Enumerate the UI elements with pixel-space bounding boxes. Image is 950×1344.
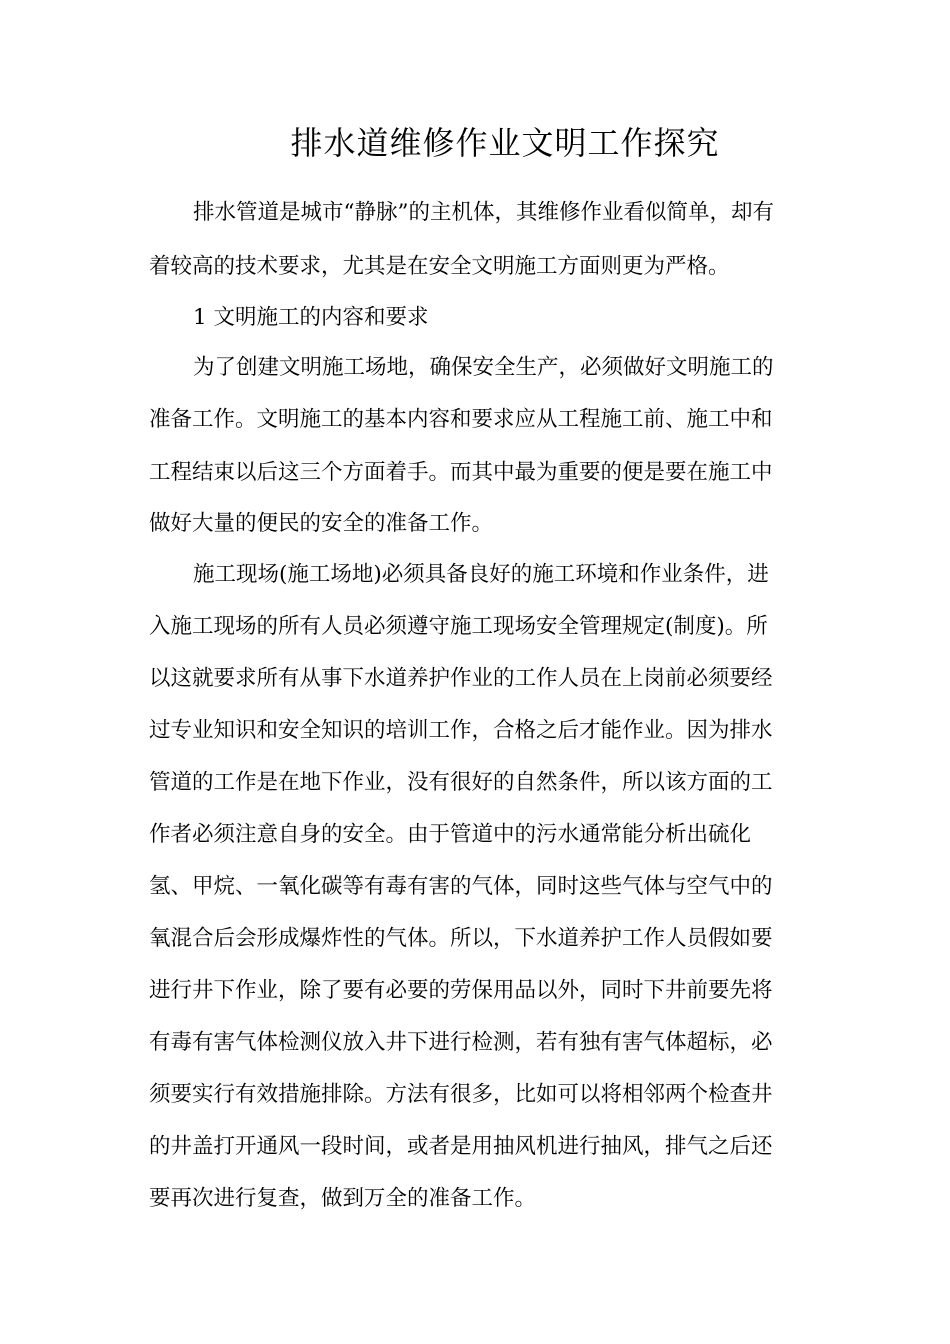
paragraph-line: 进行井下作业，除了要有必要的劳保用品以外，同时下井前要先将	[149, 978, 773, 1003]
paragraph-line: 的井盖打开通风一段时间，或者是用抽风机进行抽风，排气之后还	[149, 1134, 773, 1159]
paragraph-line: 作者必须注意自身的安全。由于管道中的污水通常能分析出硫化	[149, 822, 752, 847]
paragraph-line: 要再次进行复查，做到万全的准备工作。	[149, 1186, 537, 1211]
section-heading: 1 文明施工的内容和要求	[193, 305, 429, 330]
paragraph-line: 过专业知识和安全知识的培训工作，合格之后才能作业。因为排水	[149, 718, 773, 743]
paragraph-line: 施工现场(施工场地)必须具备良好的施工环境和作业条件，进	[193, 562, 769, 587]
document-title: 排水道维修作业文明工作探究	[290, 124, 720, 162]
paragraph-line: 氢、甲烷、一氧化碳等有毒有害的气体，同时这些气体与空气中的	[149, 874, 773, 899]
paragraph-line: 做好大量的便民的安全的准备工作。	[149, 511, 494, 536]
paragraph-line: 须要实行有效措施排除。方法有很多，比如可以将相邻两个检查井	[149, 1082, 773, 1107]
paragraph-line: 入施工现场的所有人员必须遵守施工现场安全管理规定(制度)。所	[149, 614, 768, 639]
paragraph-line: 准备工作。文明施工的基本内容和要求应从工程施工前、施工中和	[149, 407, 773, 432]
paragraph-line: 为了创建文明施工场地，确保安全生产，必须做好文明施工的	[193, 355, 774, 380]
paragraph-line: 着较高的技术要求，尤其是在安全文明施工方面则更为严格。	[149, 254, 730, 279]
paragraph-line: 工程结束以后这三个方面着手。而其中最为重要的便是要在施工中	[149, 460, 773, 485]
paragraph-line: 有毒有害气体检测仪放入井下进行检测，若有独有害气体超标，必	[149, 1030, 773, 1055]
paragraph-line: 管道的工作是在地下作业，没有很好的自然条件，所以该方面的工	[149, 770, 773, 795]
paragraph-line: 以这就要求所有从事下水道养护作业的工作人员在上岗前必须要经	[149, 666, 773, 691]
paragraph-line: 排水管道是城市“静脉”的主机体，其维修作业看似简单，却有	[193, 200, 774, 225]
paragraph-line: 氧混合后会形成爆炸性的气体。所以，下水道养护工作人员假如要	[149, 926, 773, 951]
